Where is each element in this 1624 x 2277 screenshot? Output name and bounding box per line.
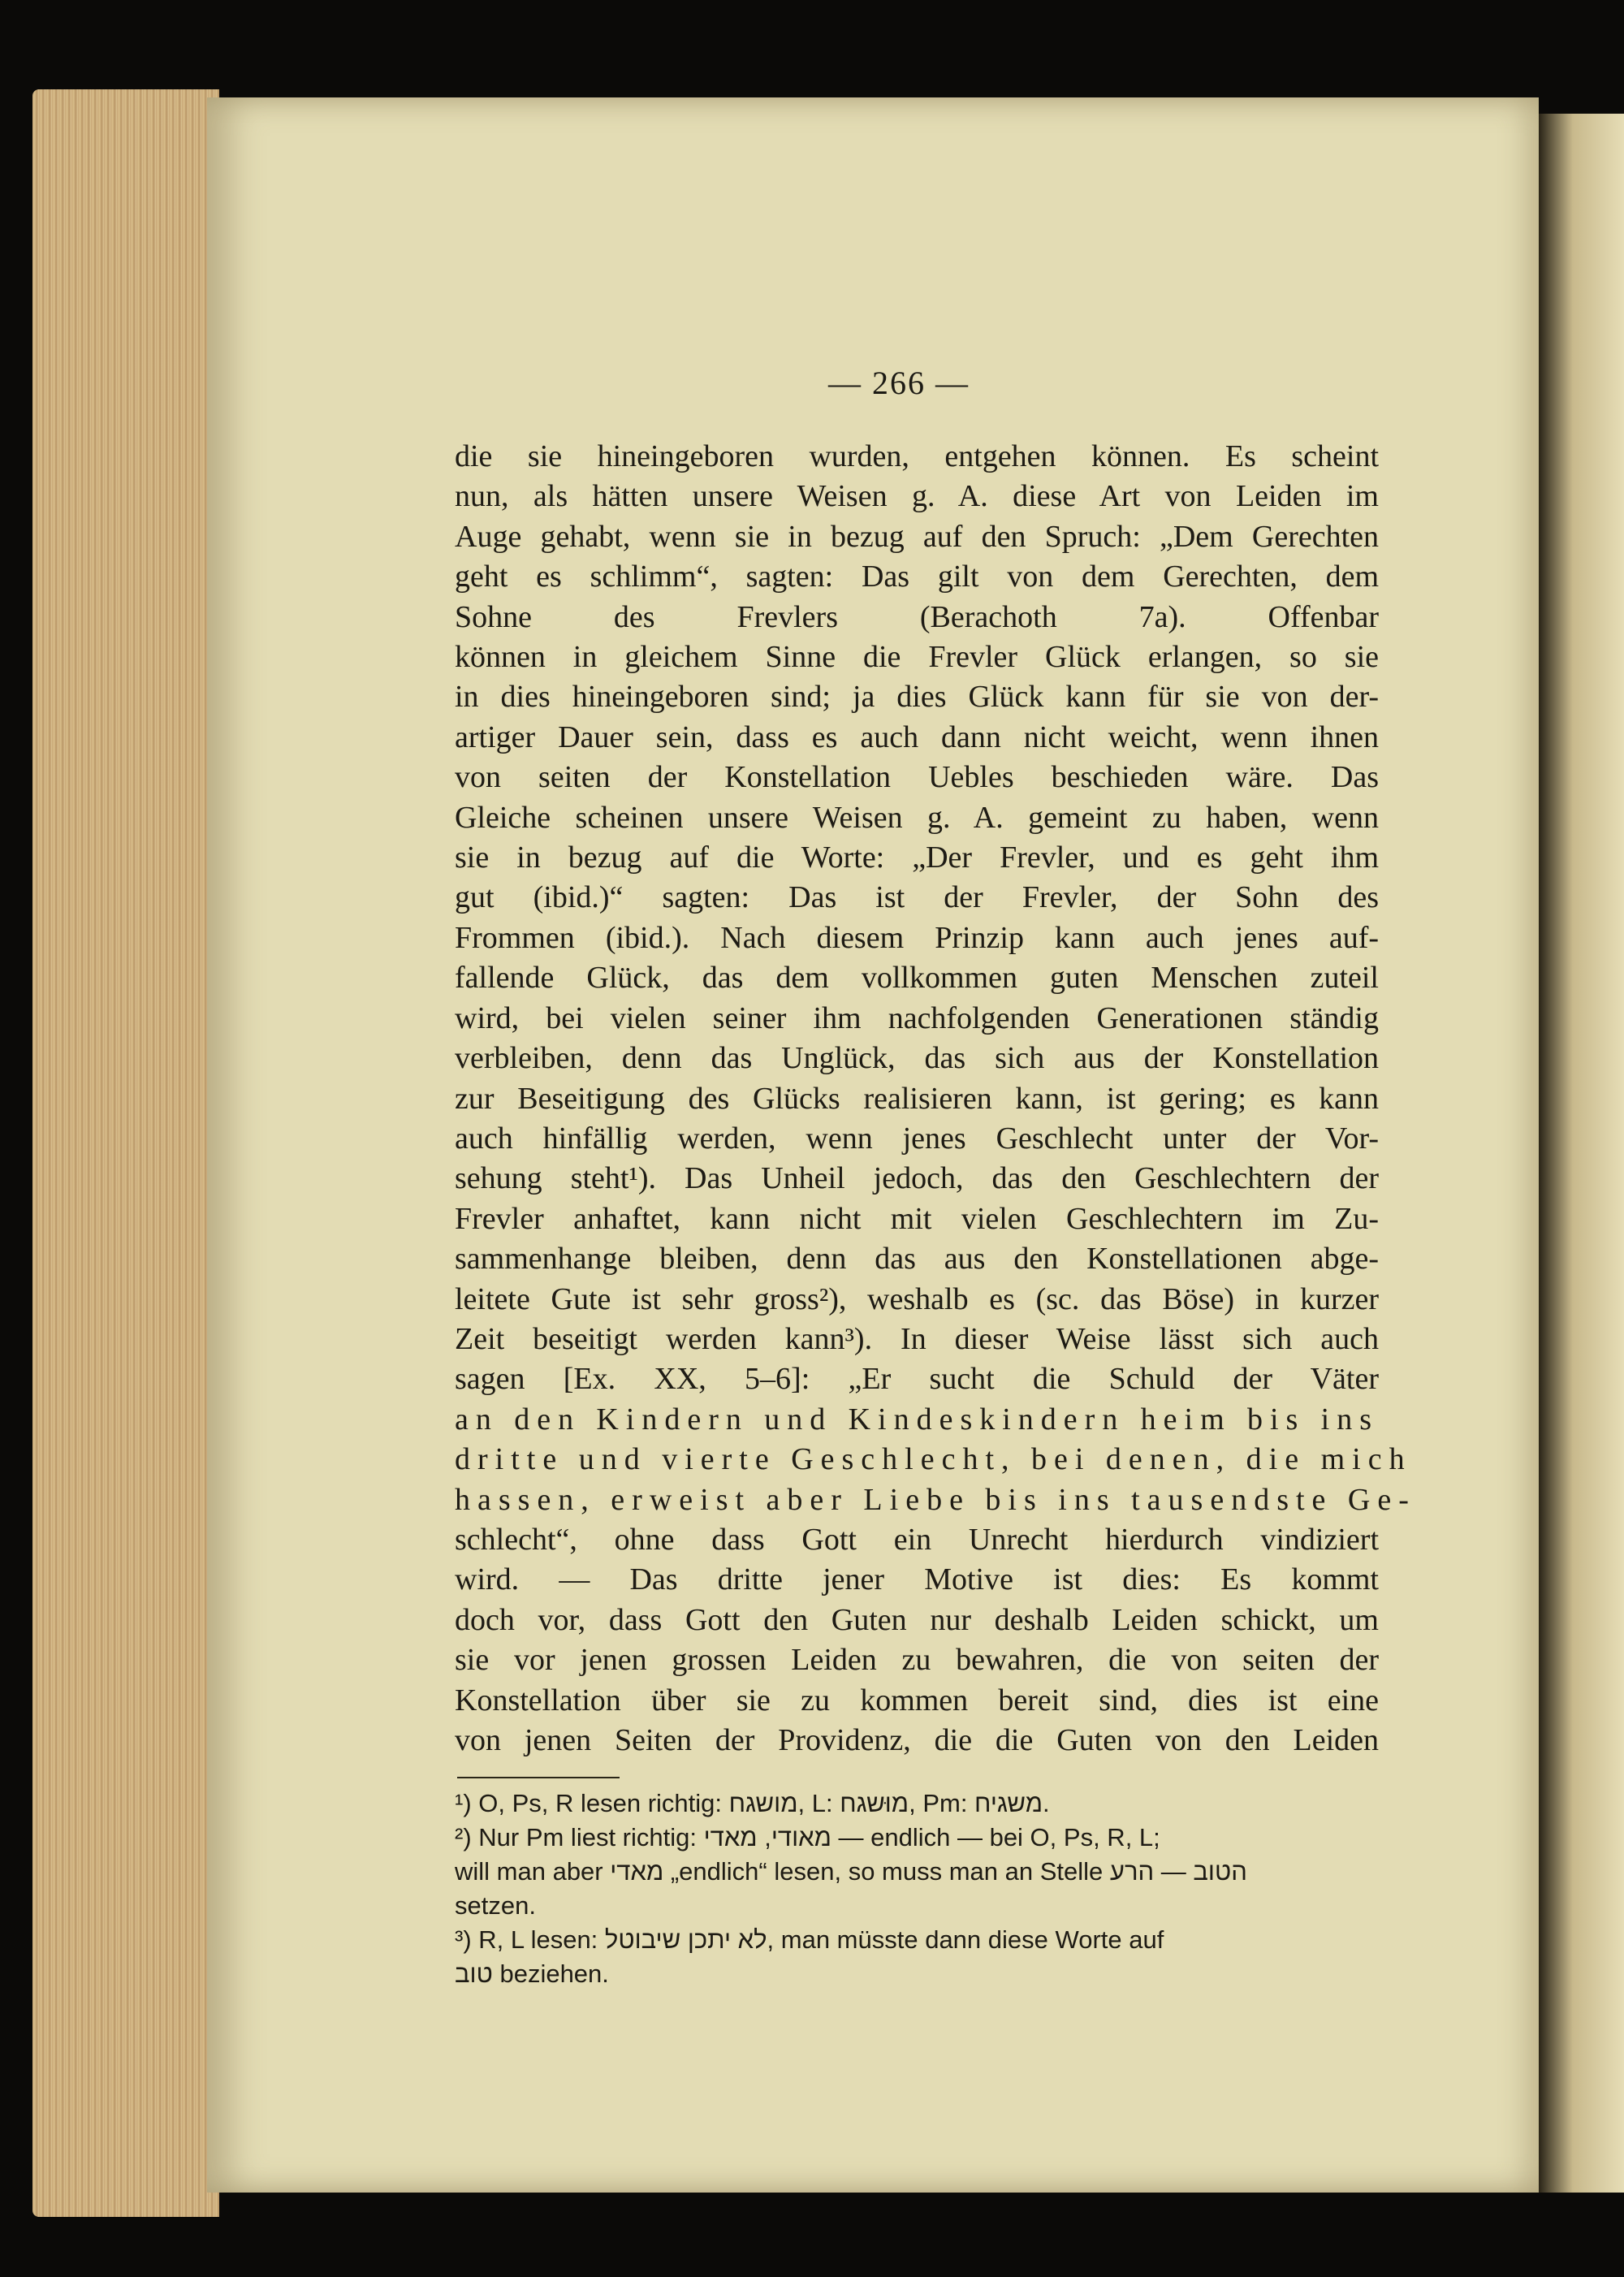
footnote-divider: [457, 1777, 620, 1778]
body-line: leitete Gute ist sehr gross²), weshalb es (sc. das Böse) in kurzer: [455, 1281, 1379, 1316]
body-line: die sie hineingeboren wurden, entgehen können. Es scheint: [455, 439, 1379, 473]
body-line: können in gleichem Sinne die Frevler Glück erlangen, so sie: [455, 640, 1379, 675]
body-line: an den Kindern und Kindeskindern heim bis ins: [455, 1402, 1379, 1437]
body-line: hassen, erweist aber Liebe bis ins tausendste Ge-: [455, 1482, 1416, 1517]
body-line: sie vor jenen grossen Leiden zu bewahren, die von seiten der: [455, 1643, 1379, 1678]
body-line: Frommen (ibid.). Nach diesem Prinzip kann auch jenes auf-: [455, 920, 1379, 955]
body-line: dritte und vierte Geschlecht, bei denen, die mich: [455, 1442, 1412, 1477]
footnote-2: ²) Nur Pm liest richtig: מאודי, מאדי — endlich — bei O, Ps, R, L;: [455, 1823, 1160, 1851]
body-line: wird, bei vielen seiner ihm nachfolgenden Generationen ständig: [455, 1000, 1379, 1035]
body-line: artiger Dauer sein, dass es auch dann nicht weicht, wenn ihnen: [455, 719, 1379, 754]
body-line: sagen [Ex. XX, 5–6]: „Er sucht die Schuld der Väter: [455, 1362, 1379, 1397]
book-page-stack: [32, 89, 219, 2217]
footnote-1: ¹) O, Ps, R lesen richtig: מושגח, L: מוּשגח, Pm: משגיח.: [455, 1789, 1050, 1817]
body-line: Zeit beseitigt werden kann³). In dieser Weise lässt sich auch: [455, 1321, 1379, 1356]
footnote-2-cont: will man aber מאדי „endlich“ lesen, so muss man an Stelle הטוב — הרע: [455, 1857, 1247, 1886]
body-line: zur Beseitigung des Glücks realisieren kann, ist gering; es kann: [455, 1081, 1379, 1116]
body-line: Sohne des Frevlers (Berachoth 7a). Offenbar: [455, 599, 1379, 634]
body-line: geht es schlimm“, sagten: Das gilt von dem Gerechten, dem: [455, 560, 1379, 594]
body-line: wird. — Das dritte jener Motive ist dies: Es kommt: [455, 1562, 1379, 1597]
page-number: — 266 —: [828, 365, 970, 401]
body-line: in dies hineingeboren sind; ja dies Glück kann für sie von der-: [455, 680, 1379, 715]
body-text: [455, 437, 1416, 1761]
body-line: nun, als hätten unsere Weisen g. A. diese Art von Leiden im: [455, 479, 1379, 514]
body-line: Gleiche scheinen unsere Weisen g. A. gemeint zu haben, wenn: [455, 800, 1379, 835]
footnotes: [455, 1787, 1380, 1991]
body-line: Frevler anhaftet, kann nicht mit vielen Geschlechtern im Zu-: [455, 1201, 1379, 1236]
footnote-3-end: טוב beziehen.: [455, 1959, 609, 1988]
body-line: gut (ibid.)“ sagten: Das ist der Frevler, der Sohn des: [455, 880, 1379, 915]
body-line: doch vor, dass Gott den Guten nur deshalb Leiden schickt, um: [455, 1602, 1379, 1637]
body-line: von seiten der Konstellation Uebles beschieden wäre. Das: [455, 760, 1379, 795]
footnote-3: ³) R, L lesen: לא יתכן שיבוטל, man müsste dann diese Worte auf: [455, 1925, 1164, 1954]
footnote-2-end: setzen.: [455, 1891, 536, 1920]
body-line: verbleiben, denn das Unglück, das sich aus der Konstellation: [455, 1041, 1379, 1076]
body-line: Konstellation über sie zu kommen bereit sind, dies ist eine: [455, 1683, 1379, 1717]
body-line: sie in bezug auf die Worte: „Der Frevler, und es geht ihm: [455, 840, 1379, 875]
body-line: schlecht“, ohne dass Gott ein Unrecht hierdurch vindiziert: [455, 1522, 1379, 1557]
body-line: Auge gehabt, wenn sie in bezug auf den Spruch: „Dem Gerechten: [455, 519, 1379, 554]
facing-page-edge: [1539, 114, 1624, 2193]
body-line: auch hinfällig werden, wenn jenes Geschlecht unter der Vor-: [455, 1121, 1379, 1156]
body-line: sehung steht¹). Das Unheil jedoch, das den Geschlechtern der: [455, 1161, 1379, 1196]
body-line: von jenen Seiten der Providenz, die die Guten von den Leiden: [455, 1723, 1379, 1757]
body-line: sammenhange bleiben, denn das aus den Konstellationen abge-: [455, 1242, 1379, 1277]
body-line: fallende Glück, das dem vollkommen guten Menschen zuteil: [455, 961, 1379, 996]
